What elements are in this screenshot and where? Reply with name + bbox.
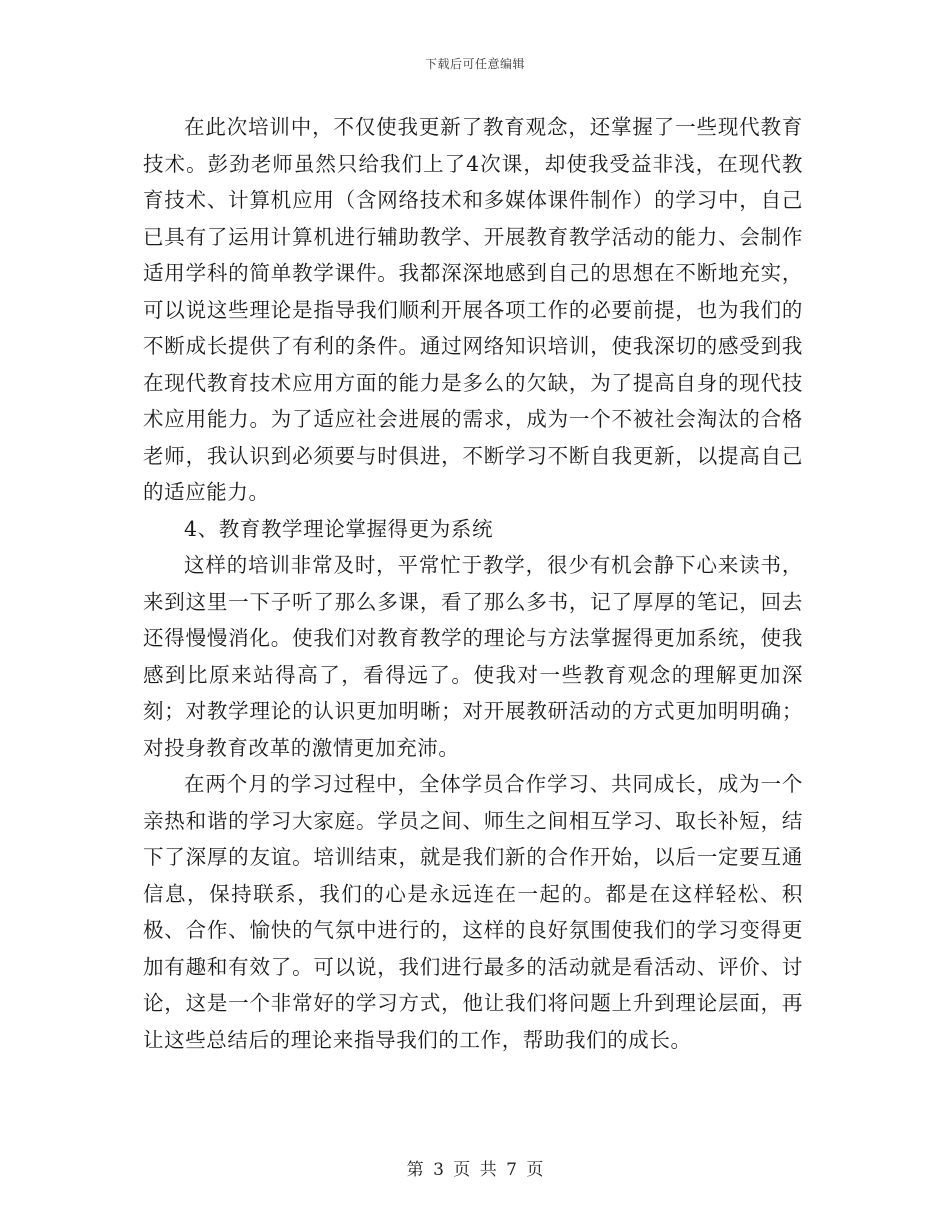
paragraph-cooperation: 在两个月的学习过程中，全体学员合作学习、共同成长，成为一个亲热和谐的学习大家庭。学员之间、师生之间相互学习、取长补短，结下了深厚的友谊。培训结束，就是我们新的合作开始，以后一定要互通信息，保持联系，我们的心是永远连在一起的。都是在这样轻松、积极、合作、愉快的气氛中进行的，这样的良好氛围使我们的学习变得更加有趣和有效了。可以说，我们进行最多的活动就是看活动、评价、讨论，这是一个非常好的学习方式，他让我们将问题上升到理论层面，再让这些总结后的理论来指导我们的工作，帮助我们的成长。 [143,772,803,1052]
header-note: 下载后可任意编辑 [424,57,525,71]
document-body [143,109,803,1058]
paragraph-training-reflection: 在此次培训中，不仅使我更新了教育观念，还掌握了一些现代教育技术。彭劲老师虽然只给我们上了4次课，却使我受益非浅，在现代教育技术、计算机应用（含网络技术和多媒体课件制作）的学习中，自己已具有了运用计算机进行辅助教学、开展教育教学活动的能力、会制作适用学科的简单教学课件。我都深深地感到自己的思想在不断地充实，可以说这些理论是指导我们顺利开展各项工作的必要前提，也为我们的不断成长提供了有利的条件。通过网络知识培训，使我深切的感受到我在现代教育技术应用方面的能力是多么的欠缺，为了提高自身的现代技术应用能力。为了适应社会进展的需求，成为一个不被社会淘汰的合格老师，我认识到必须要与时俱进，不断学习不断自我更新，以提高自己的适应能力。 [143,115,803,504]
section-heading: 4、教育教学理论掌握得更为系统 [184,516,494,541]
page-number: 第 3 页 共 7 页 [406,1160,544,1180]
paragraph-theory: 这样的培训非常及时，平常忙于教学，很少有机会静下心来读书，来到这里一下子听了那么多课，看了那么多书，记了厚厚的笔记，回去还得慢慢消化。使我们对教育教学的理论与方法掌握得更加系统，使我感到比原来站得高了，看得远了。使我对一些教育观念的理解更加深刻；对教学理论的认识更加明晰；对开展教研活动的方式更加明明确；对投身教育改革的激情更加充沛。 [143,553,803,760]
